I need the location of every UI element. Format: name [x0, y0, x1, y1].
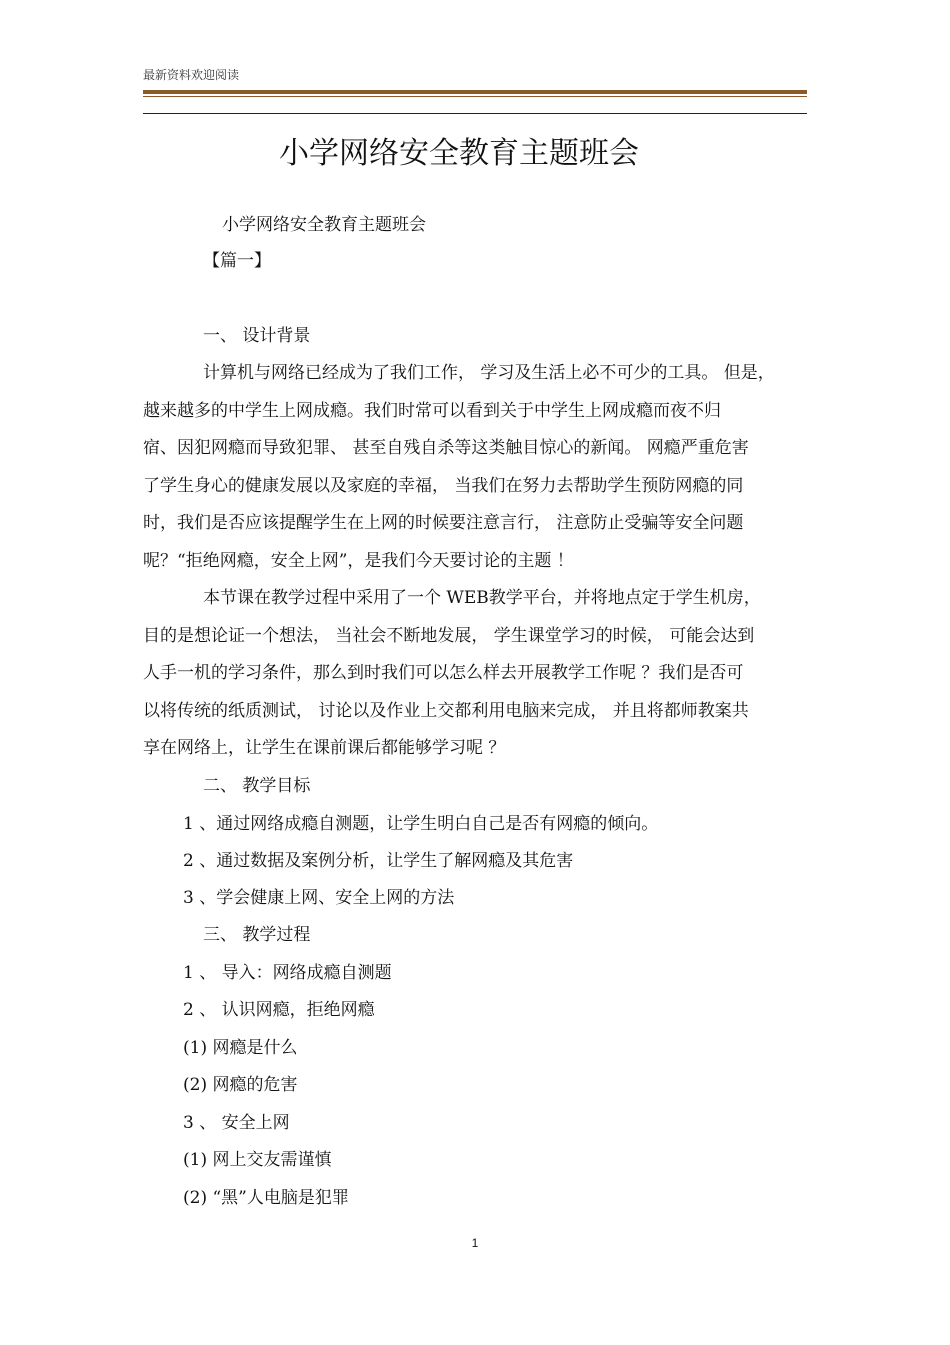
running-header: 最新资料欢迎阅读 — [143, 68, 240, 82]
paragraph-line: 以将传统的纸质测试， 讨论以及作业上交都利用电脑来完成， 并且将都师教案共 — [143, 701, 749, 721]
list-item: (1) 网上交友需谨慎 — [183, 1150, 332, 1170]
title-rule — [143, 113, 807, 114]
header-rule-thick — [143, 90, 807, 94]
list-item: 3 、学会健康上网、安全上网的方法 — [183, 888, 455, 908]
list-item: 1 、 导入：网络成瘾自测题 — [183, 963, 392, 983]
paragraph-line: 本节课在教学过程中采用了一个 WEB教学平台，并将地点定于学生机房， — [203, 588, 761, 608]
paragraph-line: 目的是想论证一个想法， 当社会不断地发展， 学生课堂学习的时候， 可能会达到 — [143, 626, 755, 646]
subtitle: 小学网络安全教育主题班会 — [222, 215, 426, 235]
paragraph-line: 了学生身心的健康发展以及家庭的幸福， 当我们在努力去帮助学生预防网瘾的同 — [143, 476, 744, 496]
section-heading: 二、 教学目标 — [203, 776, 311, 796]
list-item: 2 、通过数据及案例分析，让学生了解网瘾及其危害 — [183, 851, 574, 871]
paragraph-line: 宿、因犯网瘾而导致犯罪、 甚至自残自杀等这类触目惊心的新闻。 网瘾严重危害 — [143, 438, 749, 458]
list-item: 3 、 安全上网 — [183, 1113, 290, 1133]
paragraph-line: 人手一机的学习条件，那么到时我们可以怎么样去开展教学工作呢 ？我们是否可 — [143, 663, 744, 683]
page-number: 1 — [471, 1236, 479, 1250]
paragraph-line: 呢？“拒绝网瘾，安全上网”，是我们今天要讨论的主题 ！ — [143, 551, 574, 571]
list-item: 2 、 认识网瘾，拒绝网瘾 — [183, 1000, 375, 1020]
header-rule-thin — [143, 96, 807, 97]
part-label: 【篇一】 — [203, 251, 271, 271]
section-heading: 三、 教学过程 — [203, 925, 311, 945]
paragraph-line: 越来越多的中学生上网成瘾。我们时常可以看到关于中学生上网成瘾而夜不归 — [143, 401, 721, 421]
paragraph-line: 时，我们是否应该提醒学生在上网的时候要注意言行， 注意防止受骗等安全问题 — [143, 513, 744, 533]
document-title: 小学网络安全教育主题班会 — [279, 136, 639, 171]
list-item: (2) “黑”人电脑是犯罪 — [183, 1188, 349, 1208]
list-item: (1) 网瘾是什么 — [183, 1038, 298, 1058]
list-item: (2) 网瘾的危害 — [183, 1075, 298, 1095]
paragraph-line: 计算机与网络已经成为了我们工作， 学习及生活上必不可少的工具。 但是， — [203, 363, 775, 383]
list-item: 1 、通过网络成瘾自测题，让学生明白自己是否有网瘾的倾向。 — [183, 814, 659, 834]
paragraph-line: 享在网络上，让学生在课前课后都能够学习呢 ？ — [143, 738, 506, 758]
section-heading: 一、 设计背景 — [203, 326, 311, 346]
